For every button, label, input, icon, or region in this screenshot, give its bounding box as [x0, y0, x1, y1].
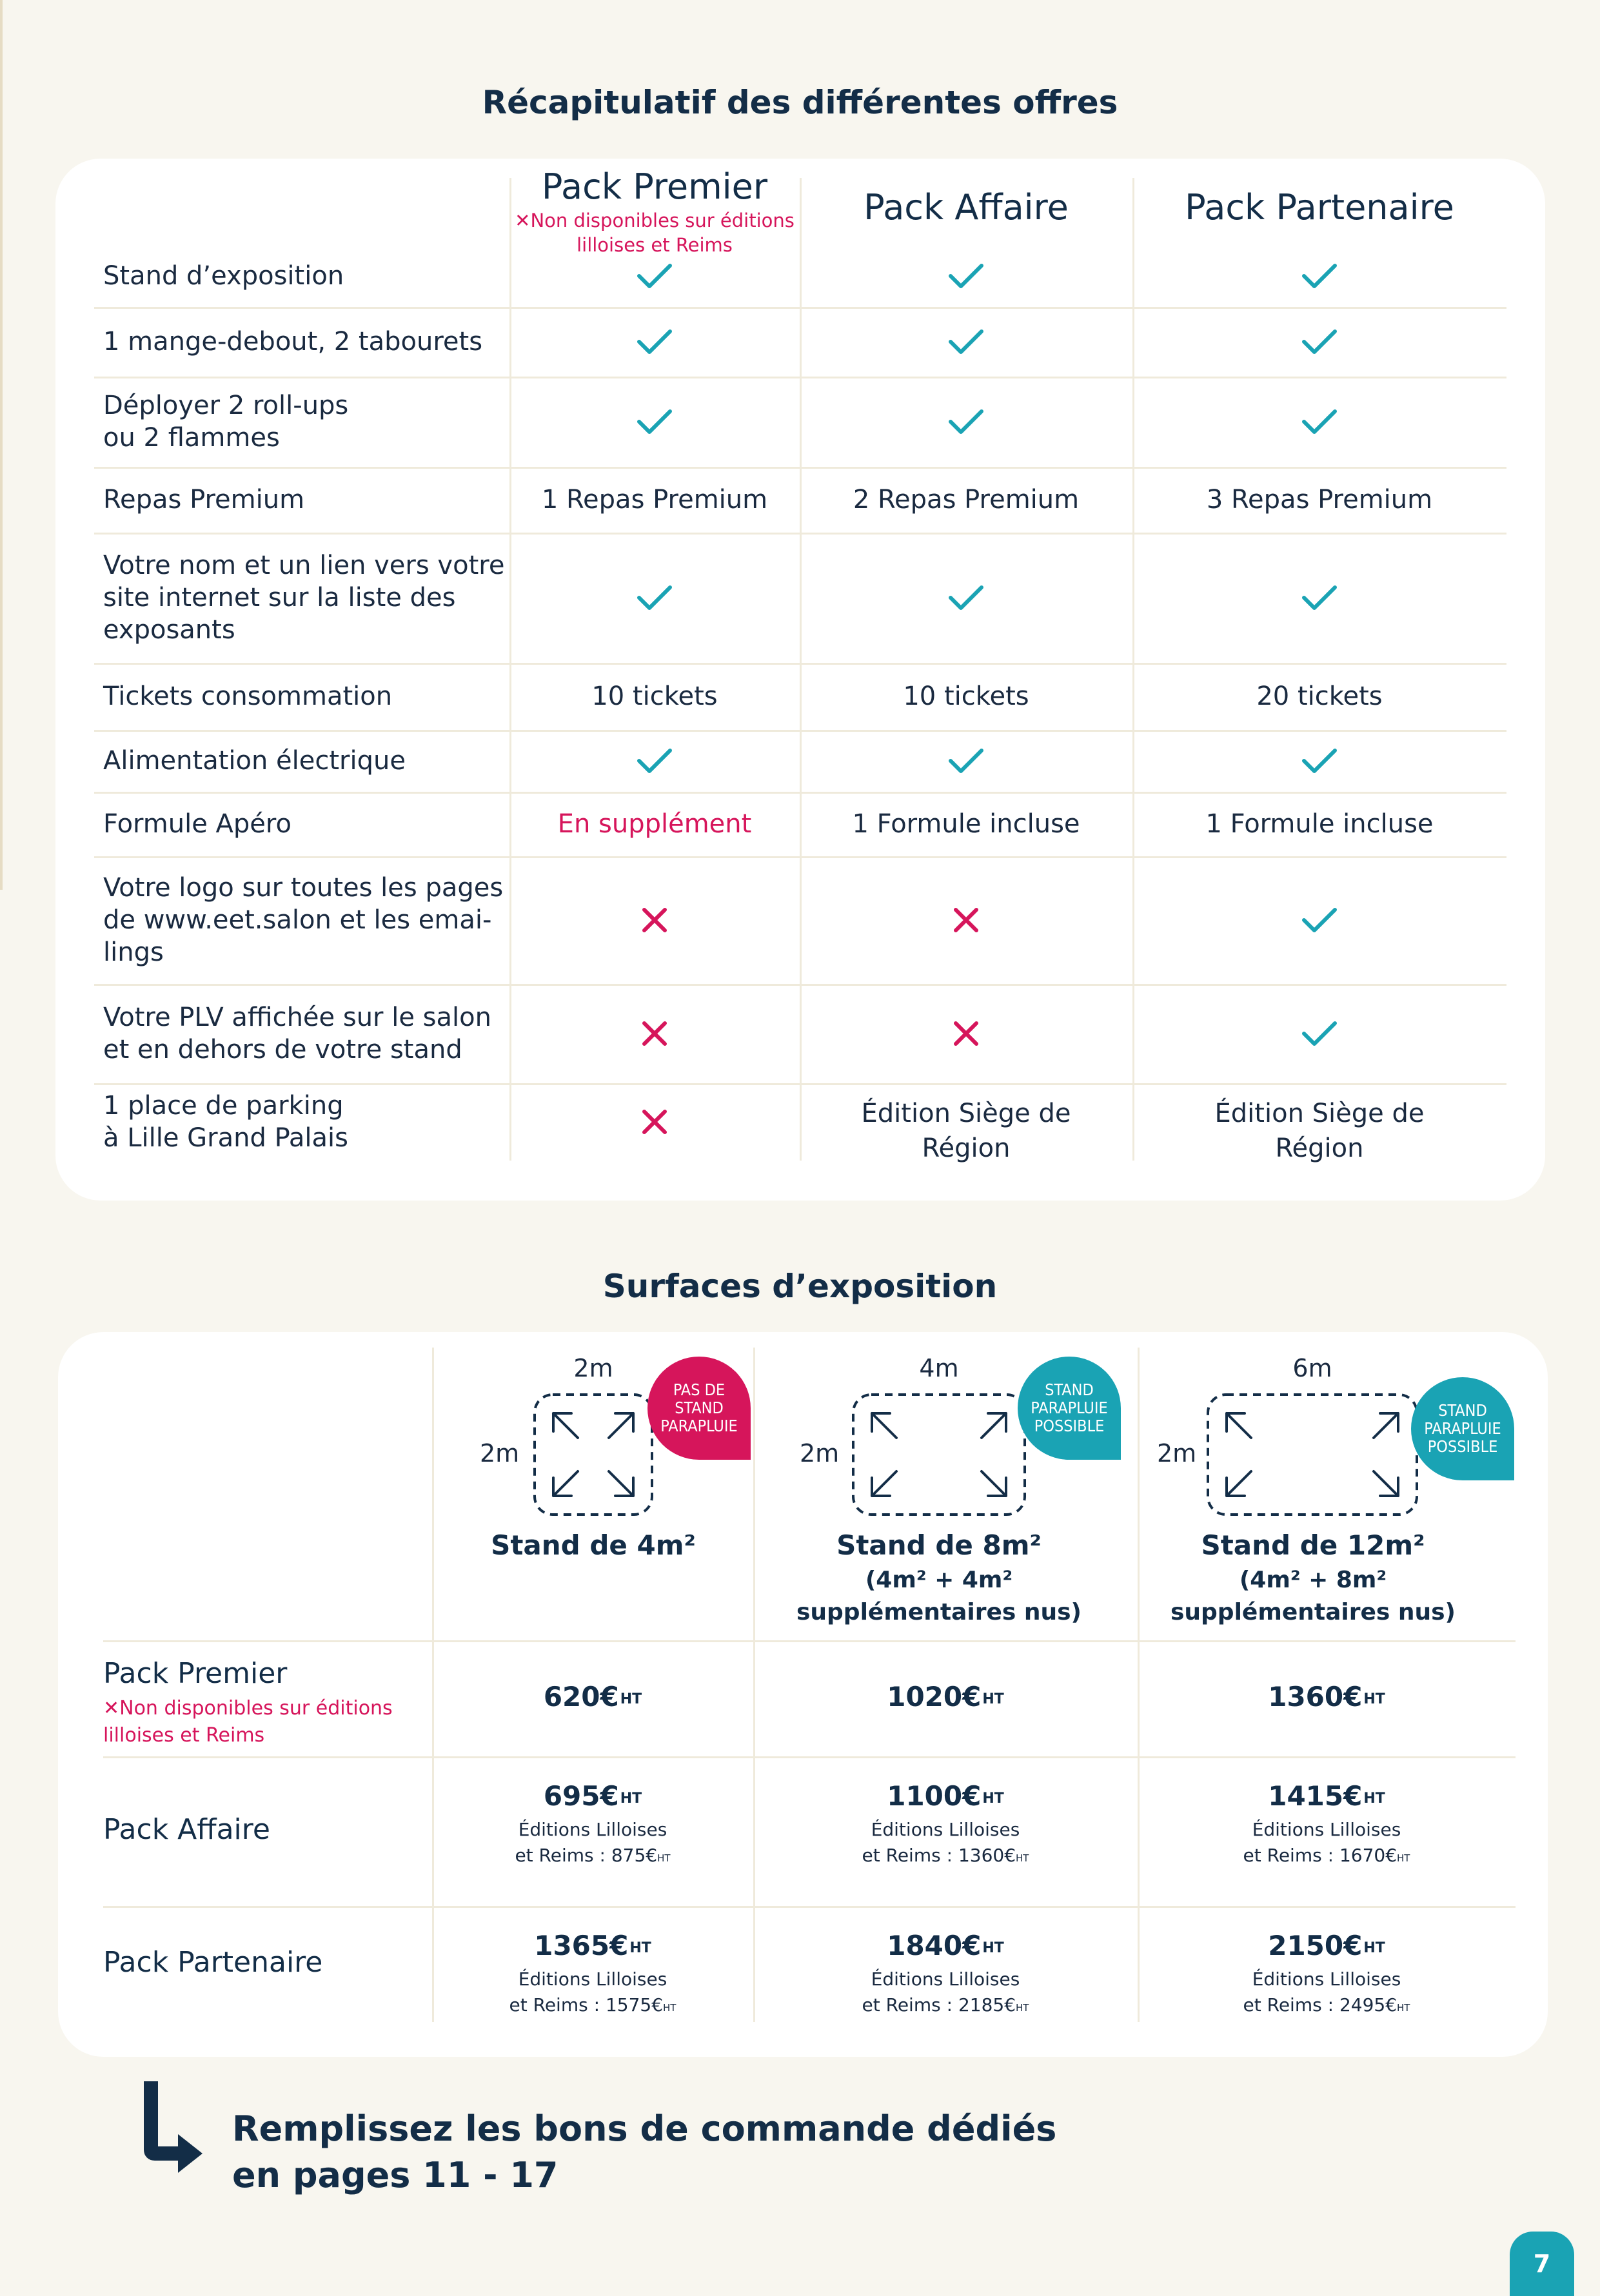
pack-premier-note-text: Non disponibles sur éditions lilloises et Reims [530, 210, 795, 256]
check-icon [1132, 328, 1506, 356]
row-divider [94, 1083, 1506, 1085]
price-value [432, 1679, 753, 1715]
row-divider [94, 856, 1506, 858]
price-cell [1138, 1679, 1516, 1715]
alt-price-label: Éditions Lilloises [871, 1819, 1020, 1840]
price-cell [753, 1679, 1138, 1715]
alt-price-label: Éditions Lilloises [1252, 1819, 1401, 1840]
price-cell [432, 1679, 753, 1715]
price-ht: HT [620, 1691, 642, 1707]
stand-width-label: 2m [573, 1354, 613, 1382]
pack-premier-note [509, 208, 800, 257]
row-label: Tickets consommation [103, 682, 393, 711]
stand-depth-label: 2m [480, 1439, 520, 1467]
pricing-pack-label [103, 1813, 270, 1846]
alt-price-amount: et Reims : 2185€ [862, 1994, 1016, 2016]
check-icon [509, 584, 800, 612]
price-ht: HT [982, 1791, 1004, 1807]
cross-icon [800, 906, 1132, 934]
stand-width-label: 4m [919, 1354, 959, 1382]
header-pack-premier [509, 166, 800, 257]
row-divider [103, 1640, 1516, 1642]
price-value [432, 1928, 753, 1964]
cross-icon [509, 1019, 800, 1048]
cross-icon: ✕ [515, 210, 531, 231]
alt-price-amount: et Reims : 1670€ [1243, 1845, 1398, 1866]
row-label: Votre nom et un lien vers votre site internet sur la liste des exposants [103, 551, 505, 645]
price-value [1138, 1679, 1516, 1715]
price-ht: HT [982, 1691, 1004, 1707]
row-value: 2 Repas Premium [853, 485, 1080, 515]
price-amount: 1365€ [534, 1930, 629, 1961]
stand-depth-label: 2m [1157, 1439, 1197, 1467]
check-icon [509, 407, 800, 436]
stand-badge: STAND PARAPLUIE POSSIBLE [1411, 1377, 1514, 1480]
stand-width-label: 6m [1292, 1354, 1332, 1382]
pricing-pack-label [103, 1946, 322, 1979]
alt-price-amount: et Reims : 1575€ [509, 1994, 664, 2016]
alt-price-value [1138, 1843, 1516, 1869]
stand-badge: PAS DE STAND PARAPLUIE [647, 1357, 751, 1460]
alt-price-label: Éditions Lilloises [871, 1968, 1020, 1990]
pricing-pack-name: Pack Partenaire [103, 1946, 323, 1979]
cross-icon: ✕ [103, 1697, 120, 1720]
row-value: 20 tickets [1256, 682, 1383, 711]
alt-price-value [753, 1992, 1138, 2018]
row-divider [94, 792, 1506, 794]
header-pack-affaire: Pack Affaire [864, 187, 1069, 228]
check-icon [800, 262, 1132, 290]
pricing-pack-label [103, 1657, 406, 1749]
price-amount: 1020€ [887, 1681, 982, 1712]
cross-icon [800, 1019, 1132, 1048]
alt-price-ht: HT [663, 2002, 677, 2014]
price-cell [753, 1778, 1138, 1869]
alt-price-ht: HT [1016, 1852, 1029, 1864]
cta-line-1: Remplissez les bons de commande dédiés [232, 2108, 1057, 2149]
check-icon [1132, 262, 1506, 290]
cross-icon [509, 906, 800, 934]
check-icon [800, 407, 1132, 436]
row-value: 1 Formule incluse [852, 809, 1080, 839]
price-amount: 1100€ [887, 1780, 982, 1812]
row-label: Repas Premium [103, 485, 305, 515]
row-label: Déployer 2 roll-ups ou 2 flammes [103, 391, 349, 453]
cross-icon [509, 1108, 800, 1136]
price-amount: 1360€ [1268, 1681, 1363, 1712]
row-label: Formule Apéro [103, 809, 291, 839]
row-label: Votre PLV affichée sur le salon et en dehors de votre stand [103, 1003, 491, 1065]
row-divider [94, 984, 1506, 986]
price-amount: 695€ [543, 1780, 619, 1812]
check-icon [509, 747, 800, 775]
pricing-pack-name: Pack Affaire [103, 1813, 270, 1846]
col-divider [1132, 178, 1134, 1161]
alt-price-value [432, 1843, 753, 1869]
stand-subtitle: (4m² + 4m² supplémentaires nus) [796, 1567, 1082, 1625]
price-ht: HT [1363, 1691, 1385, 1707]
col-divider [800, 178, 802, 1161]
stand-title: Stand de 8m² [836, 1529, 1042, 1561]
surfaces-title: Surfaces d’exposition [602, 1268, 998, 1305]
row-label: Stand d’exposition [103, 261, 344, 291]
alt-price-ht: HT [1016, 2002, 1029, 2014]
price-amount: 620€ [543, 1681, 619, 1712]
stand-subtitle: (4m² + 8m² supplémentaires nus) [1170, 1567, 1456, 1625]
row-divider [94, 663, 1506, 665]
row-value: 10 tickets [903, 682, 1029, 711]
header-pack-partenaire: Pack Partenaire [1185, 187, 1454, 228]
alt-price-label: Éditions Lilloises [1252, 1968, 1401, 1990]
row-divider [103, 1756, 1516, 1758]
check-icon [1132, 906, 1506, 934]
arrow-down-right-icon [134, 2077, 212, 2183]
row-divider [94, 467, 1506, 469]
alt-price-amount: et Reims : 2495€ [1243, 1994, 1398, 2016]
pack-premier-name: Pack Premier [541, 166, 768, 207]
expand-arrows-icon [533, 1393, 654, 1519]
check-icon [800, 584, 1132, 612]
check-icon [509, 328, 800, 356]
price-ht: HT [620, 1791, 642, 1807]
row-value: 1 Repas Premium [541, 485, 768, 515]
alt-price-value [432, 1992, 753, 2018]
price-amount: 2150€ [1268, 1930, 1363, 1961]
expand-arrows-icon [1206, 1393, 1419, 1519]
check-icon [800, 747, 1132, 775]
stand-badge: STAND PARAPLUIE POSSIBLE [1018, 1357, 1121, 1460]
price-cell [1138, 1778, 1516, 1869]
price-value [432, 1778, 753, 1814]
price-cell [1138, 1928, 1516, 2018]
row-label: 1 place de parking à Lille Grand Palais [103, 1091, 348, 1153]
alt-price-ht: HT [1397, 2002, 1410, 2014]
order-forms-cta [232, 2106, 1056, 2199]
row-label: 1 mange-debout, 2 tabourets [103, 327, 483, 357]
price-cell [432, 1928, 753, 2018]
row-value: 1 Formule incluse [1205, 809, 1434, 839]
row-divider [94, 533, 1506, 535]
pricing-pack-note-text: Non disponibles sur éditions lilloises et Reims [103, 1697, 393, 1747]
check-icon [509, 262, 800, 290]
price-ht: HT [629, 1940, 651, 1956]
check-icon [800, 328, 1132, 356]
page-edge-line [0, 0, 3, 890]
stand-title: Stand de 4m² [491, 1529, 696, 1561]
alt-price-value [1138, 1992, 1516, 2018]
stand-depth-label: 2m [800, 1439, 840, 1467]
price-value [1138, 1778, 1516, 1814]
alt-price-value [753, 1843, 1138, 1869]
alt-price-amount: et Reims : 875€ [515, 1845, 658, 1866]
row-value: Édition Siège de Région [861, 1099, 1071, 1163]
row-divider [94, 377, 1506, 378]
row-label: Alimentation électrique [103, 746, 406, 776]
row-value: 3 Repas Premium [1206, 485, 1433, 515]
check-icon [1132, 584, 1506, 612]
pricing-pack-name: Pack Premier [103, 1657, 288, 1690]
price-value [753, 1679, 1138, 1715]
price-amount: 1840€ [887, 1930, 982, 1961]
check-icon [1132, 747, 1506, 775]
price-cell [432, 1778, 753, 1869]
check-icon [1132, 1019, 1506, 1048]
row-value: En supplément [557, 809, 752, 839]
alt-price-label: Éditions Lilloises [518, 1968, 667, 1990]
price-value [753, 1928, 1138, 1964]
alt-price-ht: HT [1397, 1852, 1410, 1864]
check-icon [1132, 407, 1506, 436]
expand-arrows-icon [851, 1393, 1027, 1519]
row-divider [94, 307, 1506, 309]
price-ht: HT [1363, 1791, 1385, 1807]
cta-line-2: en pages 11 - 17 [232, 2155, 558, 2195]
stand-title: Stand de 12m² [1201, 1529, 1425, 1561]
pricing-pack-note [103, 1695, 406, 1749]
price-value [753, 1778, 1138, 1814]
row-divider [94, 730, 1506, 732]
offers-title: Récapitulatif des différentes offres [482, 84, 1118, 121]
page-number: 7 [1510, 2232, 1574, 2296]
price-ht: HT [982, 1940, 1004, 1956]
row-value: 10 tickets [591, 682, 718, 711]
row-label: Votre logo sur toutes les pages de www.eet.salon et les emai- lings [103, 873, 504, 967]
alt-price-label: Éditions Lilloises [518, 1819, 667, 1840]
row-value: Édition Siège de Région [1214, 1099, 1425, 1163]
alt-price-amount: et Reims : 1360€ [862, 1845, 1016, 1866]
price-ht: HT [1363, 1940, 1385, 1956]
row-divider [103, 1906, 1516, 1908]
price-amount: 1415€ [1268, 1780, 1363, 1812]
price-value [1138, 1928, 1516, 1964]
alt-price-ht: HT [657, 1852, 671, 1864]
price-cell [753, 1928, 1138, 2018]
